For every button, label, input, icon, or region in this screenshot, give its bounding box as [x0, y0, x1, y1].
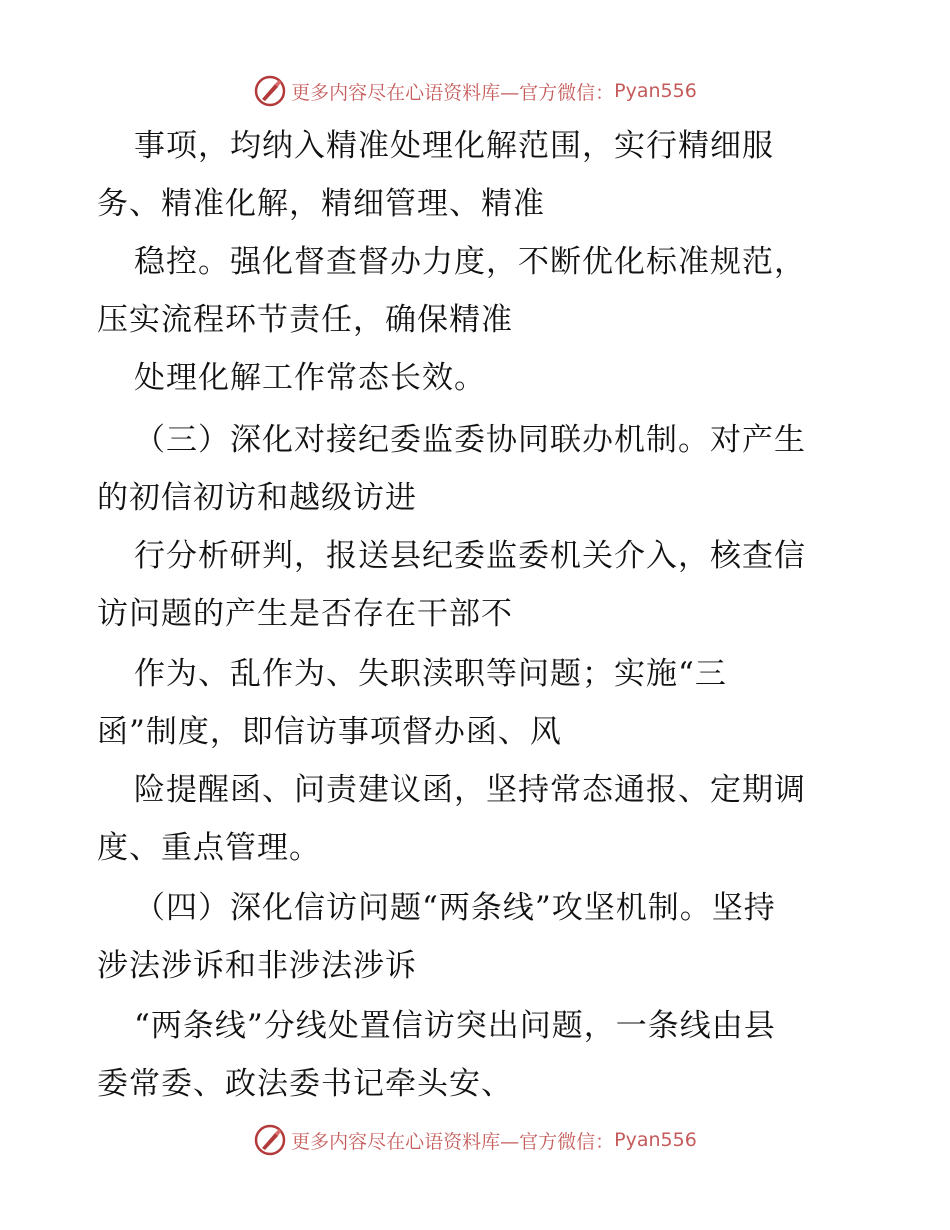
watermark-text: 更多内容尽在心语资料库—官方微信：	[291, 1130, 615, 1153]
body-line: 务、精准化解，精细管理、精准	[97, 186, 545, 222]
watermark-wechat-id: Pyan556	[614, 80, 697, 102]
body-line: 委常委、政法委书记牵头安、	[97, 1066, 513, 1102]
body-line: 事项，均纳入精准处理化解范围，实行精细服	[134, 128, 774, 164]
pen-logo-icon	[253, 74, 287, 108]
section-heading-line: （四）深化信访问题“两条线”攻坚机制。坚持	[134, 890, 776, 926]
body-line: 涉法涉诉和非涉法涉诉	[97, 948, 417, 984]
section-heading-line: （三）深化对接纪委监委协同联办机制。对产生	[134, 422, 806, 458]
body-line: 压实流程环节责任，确保精准	[97, 302, 513, 338]
body-line: 函”制度，即信访事项督办函、风	[97, 714, 562, 750]
body-line: 险提醒函、问责建议函，坚持常态通报、定期调	[134, 772, 806, 808]
body-line: 行分析研判，报送县纪委监委机关介入，核查信	[134, 538, 806, 574]
body-line: 访问题的产生是否存在干部不	[97, 596, 513, 632]
body-line: “两条线”分线处置信访突出问题，一条线由县	[134, 1008, 776, 1044]
body-line: 作为、乱作为、失职渎职等问题；实施“三	[134, 656, 727, 692]
watermark-header	[0, 71, 950, 111]
watermark-text: 更多内容尽在心语资料库—官方微信：	[291, 81, 615, 104]
body-line: 的初信初访和越级访进	[97, 480, 417, 516]
pen-logo-icon	[253, 1123, 287, 1157]
watermark-footer	[0, 1120, 950, 1160]
watermark-wechat-id: Pyan556	[614, 1129, 697, 1151]
body-line: 度、重点管理。	[97, 830, 321, 866]
body-line: 稳控。强化督查督办力度，不断优化标准规范，	[134, 244, 806, 280]
body-line: 处理化解工作常态长效。	[134, 360, 486, 396]
